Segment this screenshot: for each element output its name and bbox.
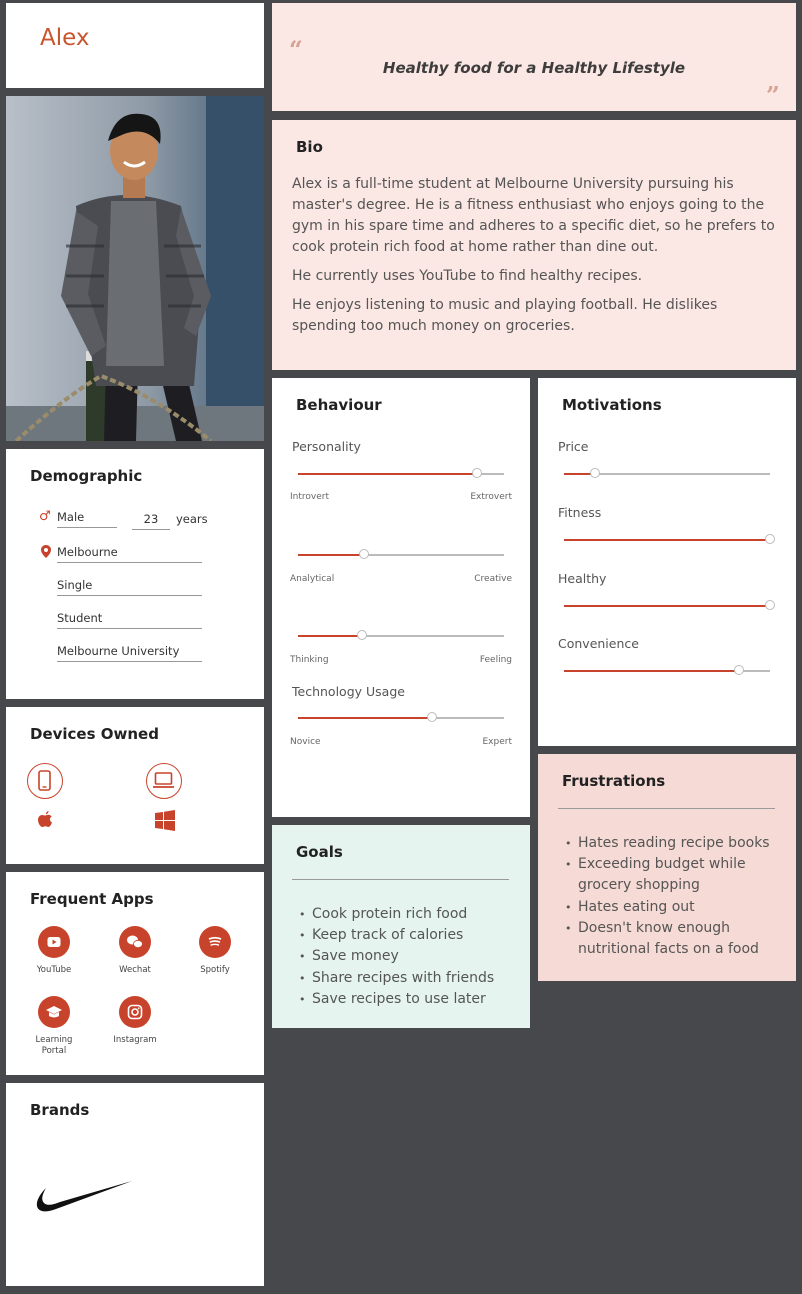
bio-paragraph: Alex is a full-time student at Melbourne University pursuing his master's degree. He is a fitness enthusiast who enjoys going to the gym in his spare time and adheres to a specific diet, so he prefers to cook protein rich food at home rather than dine out. [292,176,775,255]
spotify-icon[interactable] [199,926,231,958]
graduation-cap-icon[interactable] [38,996,70,1028]
motivations-card [538,378,796,746]
list-item: • Hates reading recipe books [560,833,785,854]
motivation-label: Price [558,439,589,454]
slider-right-label: Creative [474,574,512,584]
youtube-icon[interactable] [38,926,70,958]
nike-swoosh-logo [36,1179,134,1215]
demographic-heading: Demographic [30,467,143,485]
behaviour-heading: Behaviour [296,396,382,414]
devices-heading: Devices Owned [30,725,159,743]
frustrations-heading: Frustrations [562,772,666,790]
open-quote-icon: “ [289,35,303,64]
persona-name: Alex [40,25,90,51]
laptop-icon [146,763,182,799]
motivation-slider[interactable] [564,605,770,607]
technology-usage-label: Technology Usage [292,684,405,699]
gender-field: Male [57,510,117,528]
institution-field: Melbourne University [57,644,202,662]
brands-heading: Brands [30,1101,90,1119]
bio-paragraph: He enjoys listening to music and playing football. He dislikes spending too much money on groceries. [292,297,718,334]
apps-card [6,872,264,1075]
slider-knob[interactable] [359,549,369,559]
list-item: • Save money [294,946,494,967]
slider-knob[interactable] [590,468,600,478]
slider-knob[interactable] [765,534,775,544]
behaviour-slider[interactable] [298,473,504,475]
list-item: • Cook protein rich food [294,904,494,925]
persona-quote: Healthy food for a Healthy Lifestyle [382,59,686,77]
phone-icon [27,763,63,799]
personality-label: Personality [292,439,361,454]
app-label: Learning Portal [35,1035,73,1056]
bio-card [272,120,796,370]
persona-photo [6,96,264,441]
motivation-label: Convenience [558,636,639,651]
behaviour-card [272,378,530,817]
bio-heading: Bio [296,138,323,156]
app-label: Spotify [200,965,230,975]
age-unit: years [176,512,208,526]
app-label: Instagram [113,1035,157,1045]
male-icon: ♂ [39,509,51,524]
slider-right-label: Extrovert [470,492,512,502]
location-pin-icon [41,545,51,558]
slider-knob[interactable] [472,468,482,478]
motivation-slider[interactable] [564,670,770,672]
age-field: 23 [132,512,170,530]
windows-icon [154,810,176,831]
slider-left-label: Introvert [290,492,329,502]
behaviour-slider[interactable] [298,554,504,556]
list-item: • Hates eating out [560,897,785,918]
status-field: Single [57,578,202,596]
occupation-field: Student [57,611,202,629]
location-field: Melbourne [57,545,202,563]
slider-knob[interactable] [357,630,367,640]
list-item: • Share recipes with friends [294,968,494,989]
close-quote-icon: ” [766,81,780,110]
person-illustration [6,96,264,441]
devices-card [6,707,264,864]
frustrations-card [538,754,796,981]
persona-name-card [6,3,264,88]
behaviour-slider[interactable] [298,635,504,637]
motivation-label: Fitness [558,505,602,520]
app-label: YouTube [36,965,72,975]
goals-card [272,825,530,1028]
divider [558,808,775,809]
list-item: • Keep track of calories [294,925,494,946]
apps-heading: Frequent Apps [30,890,154,908]
divider [292,879,509,880]
list-item: • Exceeding budget while grocery shopping [560,854,785,896]
wechat-icon[interactable] [119,926,151,958]
list-item: • Save recipes to use later [294,989,494,1010]
bio-paragraph: He currently uses YouTube to find healthy recipes. [292,268,643,284]
brands-card [6,1083,264,1286]
slider-knob[interactable] [427,712,437,722]
motivation-slider[interactable] [564,473,770,475]
frustrations-list [560,833,785,960]
behaviour-slider[interactable] [298,717,504,719]
motivation-label: Healthy [558,571,607,586]
goals-list [294,904,494,1010]
slider-right-label: Expert [482,737,512,747]
motivation-slider[interactable] [564,539,770,541]
slider-knob[interactable] [765,600,775,610]
slider-knob[interactable] [734,665,744,675]
instagram-icon[interactable] [119,996,151,1028]
goals-heading: Goals [296,843,343,861]
motivations-heading: Motivations [562,396,662,414]
list-item: • Doesn't know enough nutritional facts on a food [560,918,785,960]
demographic-card [6,449,264,699]
app-label: Wechat [119,965,151,975]
slider-left-label: Analytical [290,574,335,584]
slider-left-label: Novice [290,737,321,747]
slider-left-label: Thinking [290,655,329,665]
quote-card [272,3,796,111]
slider-right-label: Feeling [479,655,512,665]
apple-icon [36,810,54,830]
